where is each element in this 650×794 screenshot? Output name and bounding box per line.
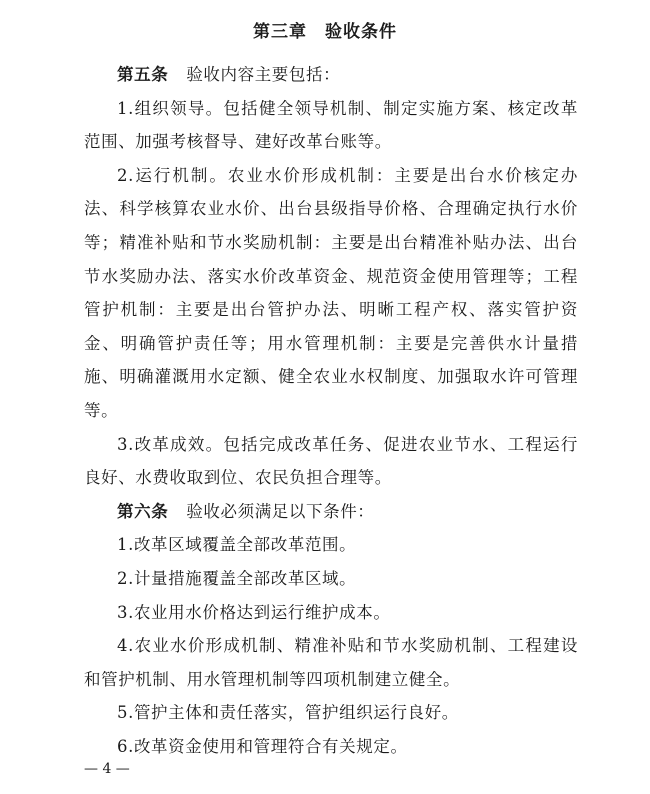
article-6-item-6: 6.改革资金使用和管理符合有关规定。	[117, 736, 408, 756]
article-6-item-3: 3.农业用水价格达到运行维护成本。	[117, 602, 391, 622]
chapter-title: 第三章 验收条件	[253, 22, 397, 42]
page-number: — 4 —	[84, 761, 130, 777]
article-5-heading	[84, 58, 578, 92]
article-6-item-5: 5.管护主体和责任落实，管护组织运行良好。	[117, 703, 459, 723]
article-5-intro: 验收内容主要包括：	[186, 65, 341, 84]
article-5-item-1: 1.组织领导。包括健全领导机制、制定实施方案、核定改革范围、加强考核督导、建好改革台账等。	[84, 98, 578, 152]
document-body	[84, 58, 578, 763]
article-6-heading	[84, 495, 578, 529]
article-6-label: 第六条	[117, 501, 169, 521]
article-6-intro: 验收必须满足以下条件：	[186, 501, 375, 521]
article-5-item-3: 3.改革成效。包括完成改革任务、促进农业节水、工程运行良好、水费收取到位、农民负担合理等。	[84, 434, 578, 488]
article-5-label: 第五条	[117, 65, 169, 84]
article-6-item-4: 4.农业水价形成机制、精准补贴和节水奖励机制、工程建设和管护机制、用水管理机制等四项机制建立健全。	[84, 636, 578, 689]
article-6-item-2: 2.计量措施覆盖全部改革区域。	[117, 568, 357, 588]
article-5-item-2: 2.运行机制。农业水价形成机制：主要是出台水价核定办法、科学核算农业水价、出台县级指导价格、合理确定执行水价等；精准补贴和节水奖励机制：主要是出台精准补贴办法、出台节水奖励办法、落实水价改革资金、规范资金使用管理等；工程管护机制：主要是出台管护办法、明晰工程产权、落实管护资金、明确管护责任等；用水管理机制：主要是完善供水计量措施、明确灌溉用水定额、健全农业水权制度、加强取水许可管理等。	[84, 165, 578, 420]
article-6-item-1: 1.改革区域覆盖全部改革范围。	[117, 535, 357, 555]
